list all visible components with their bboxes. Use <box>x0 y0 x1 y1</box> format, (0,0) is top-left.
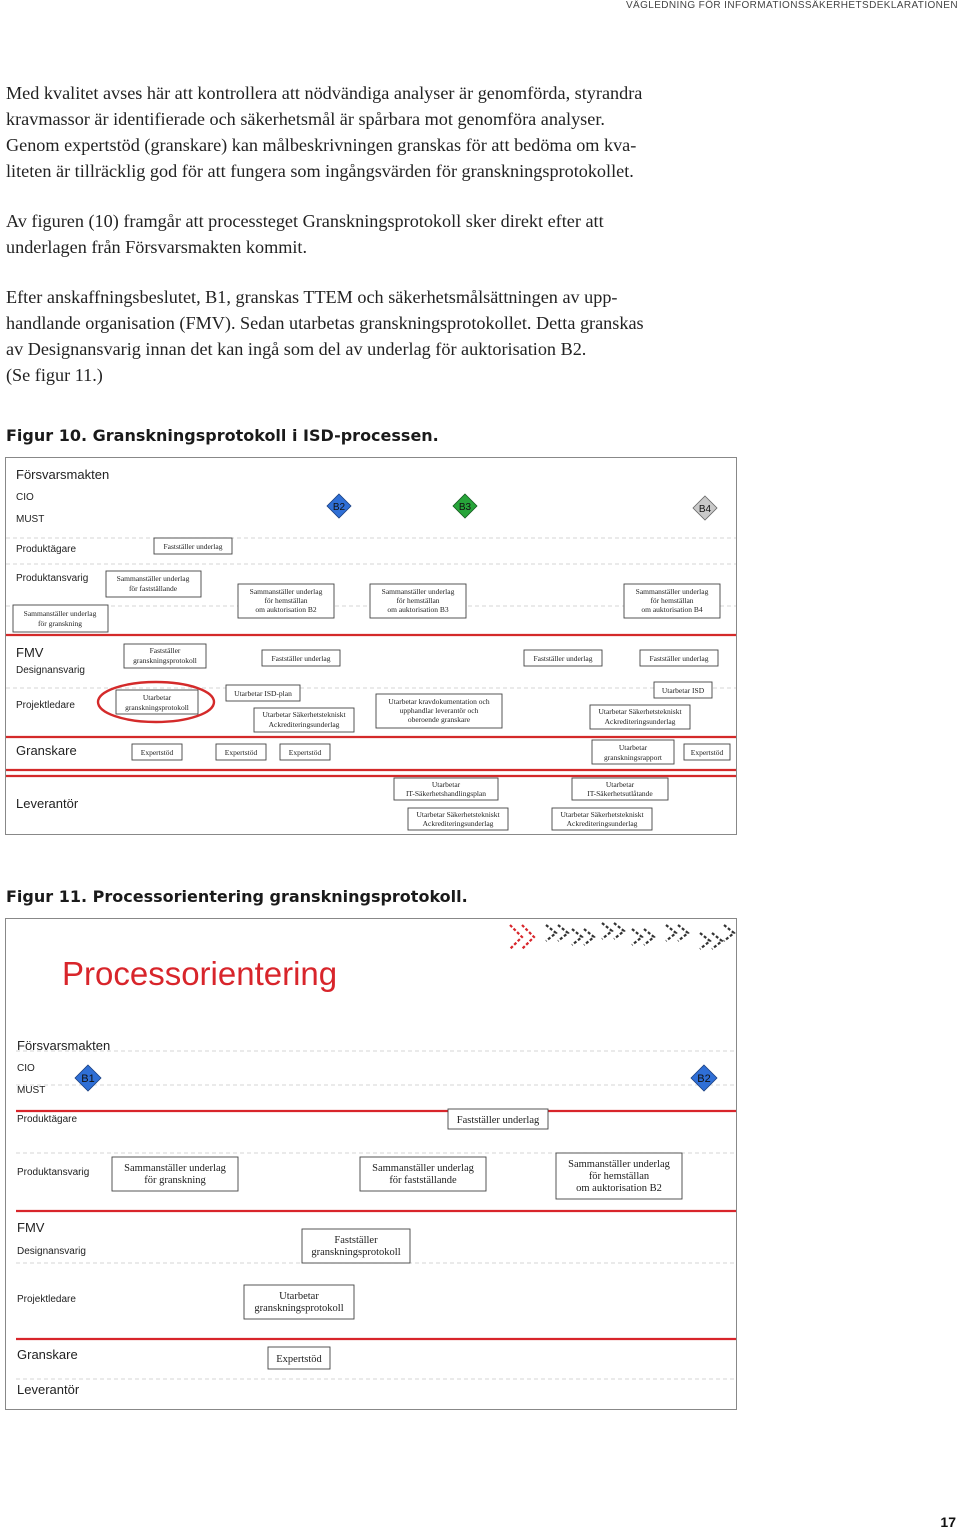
svg-text:Utarbetar Säkerhetstekniskt: Utarbetar Säkerhetstekniskt <box>262 710 346 719</box>
milestone-b2 <box>691 1065 717 1091</box>
svg-text:B2: B2 <box>697 1073 711 1085</box>
svg-text:Utarbetar Säkerhetstekniskt: Utarbetar Säkerhetstekniskt <box>560 810 644 819</box>
svg-text:Sammanställer underlag: Sammanställer underlag <box>249 587 323 596</box>
box-hemstallan-b2 <box>556 1153 682 1199</box>
box-ackrediteringsunderlag-3 <box>408 808 508 830</box>
svg-text:Fastställer: Fastställer <box>149 646 181 655</box>
lane-must: MUST <box>17 1085 46 1096</box>
milestone-b4 <box>693 496 717 520</box>
box-ackrediteringsunderlag-1 <box>254 708 354 732</box>
svg-text:för granskning: för granskning <box>144 1175 206 1186</box>
box-faststaller-underlag-1 <box>154 538 232 554</box>
lane-designansvarig: Designansvarig <box>17 1246 86 1257</box>
svg-text:Expertstöd: Expertstöd <box>224 748 258 757</box>
lane-forsvarsmakten: Försvarsmakten <box>16 467 110 482</box>
svg-text:Sammanställer underlag: Sammanställer underlag <box>116 574 190 583</box>
lane-leverantor: Leverantör <box>17 1382 80 1397</box>
box-utarbetar-granskningsprotokoll <box>244 1285 354 1319</box>
box-faststaller-underlag-2 <box>262 650 340 666</box>
box-utarbetar-isd-plan <box>226 685 300 701</box>
box-faststaller-underlag-4 <box>640 650 718 666</box>
figure-11-caption: Figur 11. Processorientering granskningsprotokoll. <box>6 887 468 906</box>
svg-text:granskningsrapport: granskningsrapport <box>604 753 662 762</box>
paragraph-3: Efter anskaffningsbeslutet, B1, granskas TTEM och säkerhetsmålsättningen av upp- handlande organisation (FMV). Sedan utarbetas granskningsprotokollet. Detta granskas av Designansvarig innan det kan ingå som del av underlag för auktorisation B2. (Se figur 11.) <box>6 287 644 385</box>
box-utarbetar-isd <box>654 682 712 698</box>
svg-text:granskningsprotokoll: granskningsprotokoll <box>254 1303 344 1314</box>
box-hemstallan-b2 <box>238 584 334 618</box>
svg-text:oberoende granskare: oberoende granskare <box>407 715 471 724</box>
svg-text:Expertstöd: Expertstöd <box>690 748 724 757</box>
box-kravdokumentation <box>376 694 502 728</box>
svg-text:för hemställan: för hemställan <box>650 596 694 605</box>
svg-text:Utarbetar: Utarbetar <box>618 743 648 752</box>
svg-text:IT-Säkerhetsutlåtande: IT-Säkerhetsutlåtande <box>587 789 653 798</box>
box-sammanstaller-faststallande <box>360 1157 486 1191</box>
svg-text:Utarbetar Säkerhetstekniskt: Utarbetar Säkerhetstekniskt <box>416 810 500 819</box>
svg-text:för granskning: för granskning <box>38 619 82 628</box>
box-expertstod-1 <box>132 744 182 760</box>
svg-text:Fastställer underlag: Fastställer underlag <box>271 654 331 663</box>
svg-text:Sammanställer underlag: Sammanställer underlag <box>381 587 455 596</box>
lane-granskare: Granskare <box>16 743 77 758</box>
svg-text:Utarbetar ISD-plan: Utarbetar ISD-plan <box>234 689 292 698</box>
box-hemstallan-b3 <box>370 584 466 618</box>
figure-10-caption: Figur 10. Granskningsprotokoll i ISD-processen. <box>6 426 439 445</box>
svg-text:Fastställer underlag: Fastställer underlag <box>456 1115 540 1126</box>
svg-text:granskningsprotokoll: granskningsprotokoll <box>311 1247 401 1258</box>
svg-text:granskningsprotokoll: granskningsprotokoll <box>133 656 197 665</box>
lane-produktagare: Produktägare <box>17 1114 78 1125</box>
svg-text:Utarbetar Säkerhetstekniskt: Utarbetar Säkerhetstekniskt <box>598 707 682 716</box>
page-number: 17 <box>940 1514 956 1530</box>
box-granskningsrapport <box>592 740 674 764</box>
svg-text:om auktorisation B4: om auktorisation B4 <box>641 605 703 614</box>
lane-produktansvarig: Produktansvarig <box>17 1167 90 1178</box>
running-header: VÄGLEDNING FÖR INFORMATIONSSÄKERHETSDEKLARATIONEN <box>625 0 958 11</box>
svg-text:Sammanställer underlag: Sammanställer underlag <box>372 1163 474 1174</box>
milestone-b3 <box>453 494 477 518</box>
box-sammanstaller-faststallande <box>106 571 201 597</box>
svg-text:för hemställan: för hemställan <box>396 596 440 605</box>
svg-text:Utarbetar: Utarbetar <box>279 1291 319 1302</box>
svg-text:Expertstöd: Expertstöd <box>276 1354 322 1365</box>
svg-text:B4: B4 <box>698 504 712 515</box>
svg-text:om auktorisation B3: om auktorisation B3 <box>387 605 449 614</box>
box-utarbetar-granskningsprotokoll <box>116 690 198 714</box>
svg-text:IT-Säkerhetshandlingsplan: IT-Säkerhetshandlingsplan <box>405 789 487 798</box>
svg-text:för fastställande: för fastställande <box>389 1175 457 1186</box>
svg-text:upphandlar leverantör och: upphandlar leverantör och <box>399 706 479 715</box>
lane-projektledare: Projektledare <box>16 700 75 711</box>
lane-designansvarig: Designansvarig <box>16 665 85 676</box>
box-faststaller-granskningsprotokoll <box>302 1229 410 1263</box>
milestone-b2 <box>327 494 351 518</box>
paragraph-2: Av figuren (10) framgår att processteget Granskningsprotokoll sker direkt efter att underlagen från Försvarsmakten kommit. <box>6 211 604 257</box>
svg-text:Fastställer underlag: Fastställer underlag <box>533 654 593 663</box>
svg-text:Utarbetar ISD: Utarbetar ISD <box>661 686 705 695</box>
svg-text:för fastställande: för fastställande <box>128 584 178 593</box>
svg-text:B2: B2 <box>332 502 346 513</box>
lane-produktagare: Produktägare <box>16 544 77 555</box>
lane-produktansvarig: Produktansvarig <box>16 573 89 584</box>
svg-text:Utarbetar: Utarbetar <box>142 693 172 702</box>
box-faststaller-underlag-3 <box>524 650 602 666</box>
svg-text:B3: B3 <box>458 502 472 513</box>
lane-cio: CIO <box>17 1063 35 1074</box>
svg-text:Fastställer underlag: Fastställer underlag <box>649 654 709 663</box>
figure-11-diagram <box>5 918 737 1410</box>
box-expertstod-2 <box>216 744 266 760</box>
box-ackrediteringsunderlag-4 <box>552 808 652 830</box>
svg-text:Sammanställer underlag: Sammanställer underlag <box>124 1163 226 1174</box>
svg-text:Utarbetar: Utarbetar <box>431 780 461 789</box>
svg-text:granskningsprotokoll: granskningsprotokoll <box>125 703 189 712</box>
box-expertstod <box>268 1347 330 1369</box>
svg-text:Fastställer underlag: Fastställer underlag <box>163 542 223 551</box>
svg-text:B1: B1 <box>81 1073 95 1085</box>
svg-text:Fastställer: Fastställer <box>334 1235 378 1246</box>
lane-cio: CIO <box>16 492 34 503</box>
box-sakerhetsutlatande <box>572 778 668 800</box>
svg-text:Expertstöd: Expertstöd <box>288 748 322 757</box>
svg-text:Ackrediteringsunderlag: Ackrediteringsunderlag <box>604 717 676 726</box>
box-ackrediteringsunderlag-2 <box>590 705 690 729</box>
chevron-decoration-icon <box>510 923 734 949</box>
box-faststaller-underlag <box>448 1109 548 1129</box>
svg-text:Sammanställer underlag: Sammanställer underlag <box>23 609 97 618</box>
milestone-b1 <box>75 1065 101 1091</box>
lane-forsvarsmakten: Försvarsmakten <box>17 1038 111 1053</box>
svg-text:Ackrediteringsunderlag: Ackrediteringsunderlag <box>422 819 494 828</box>
box-sammanstaller-granskning <box>112 1157 238 1191</box>
paragraph-1: Med kvalitet avses här att kontrollera att nödvändiga analyser är genomförda, styrandra kravmassor är identifierade och säkerhetsmål är spårbara mot genomföra analyser. Genom expertstöd (granskare) kan målbeskrivningen granskas för att bedöma om kva- liteten är tillräcklig god för att fungera som ingångsvärden för granskningsprotokollet. <box>6 83 643 181</box>
box-expertstod-4 <box>684 744 730 760</box>
svg-text:Sammanställer underlag: Sammanställer underlag <box>635 587 709 596</box>
svg-text:för hemställan: för hemställan <box>264 596 308 605</box>
svg-text:Utarbetar: Utarbetar <box>605 780 635 789</box>
svg-text:Expertstöd: Expertstöd <box>140 748 174 757</box>
lane-leverantor: Leverantör <box>16 796 79 811</box>
svg-text:Sammanställer underlag: Sammanställer underlag <box>568 1159 670 1170</box>
svg-text:om auktorisation B2: om auktorisation B2 <box>255 605 317 614</box>
svg-text:Ackrediteringsunderlag: Ackrediteringsunderlag <box>566 819 638 828</box>
lane-granskare: Granskare <box>17 1347 78 1362</box>
lane-fmv: FMV <box>16 645 44 660</box>
box-hemstallan-b4 <box>624 584 720 618</box>
figure-10-diagram <box>5 457 737 835</box>
slide-title: Processorientering <box>62 955 338 992</box>
lane-fmv: FMV <box>17 1220 45 1235</box>
svg-text:om auktorisation B2: om auktorisation B2 <box>576 1183 662 1194</box>
lane-projektledare: Projektledare <box>17 1294 76 1305</box>
svg-text:Utarbetar kravdokumentation oc: Utarbetar kravdokumentation och <box>388 697 490 706</box>
box-expertstod-3 <box>280 744 330 760</box>
svg-text:Ackrediteringsunderlag: Ackrediteringsunderlag <box>268 720 340 729</box>
lane-must: MUST <box>16 514 45 525</box>
svg-text:för hemställan: för hemställan <box>588 1171 650 1182</box>
box-faststaller-granskningsprotokoll <box>124 644 206 668</box>
box-sammanstaller-granskning <box>13 605 108 632</box>
box-sakerhetshandlingsplan <box>394 778 498 800</box>
